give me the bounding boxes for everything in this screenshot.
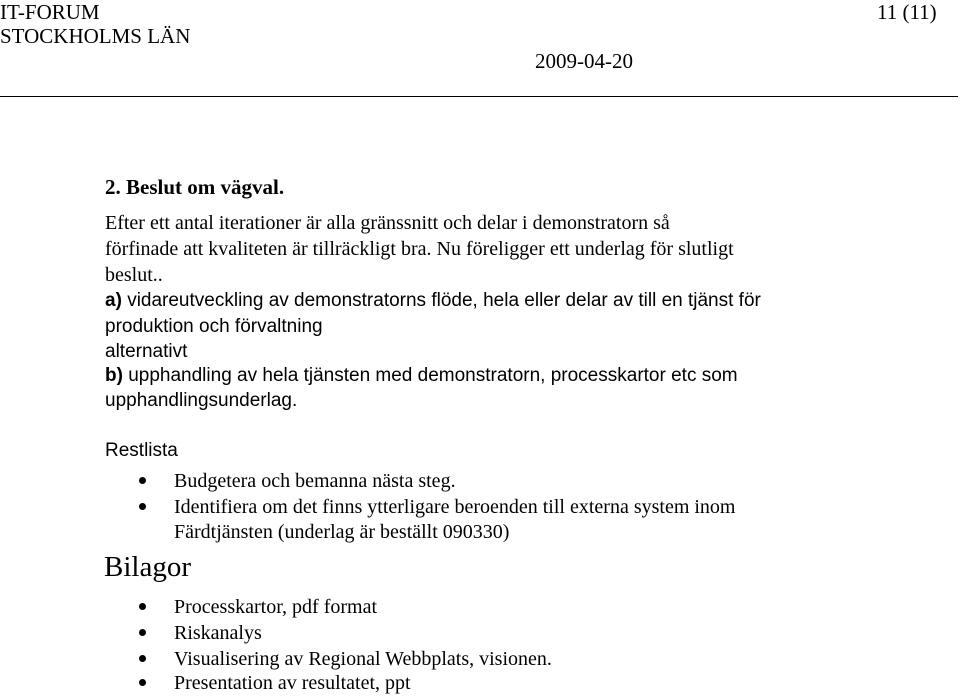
option-b-label: b): [105, 365, 123, 386]
org-name-line2: STOCKHOLMS LÄN: [0, 24, 191, 48]
option-a-label: a): [105, 290, 122, 311]
alternative-text: alternativt: [105, 341, 188, 362]
intro-line: Efter ett antal iterationer är alla gränssnitt och delar i demonstratorn så: [105, 212, 670, 234]
option-a-text: vidareutveckling av demonstratorns flöde, hela eller delar av till en tjänst för: [127, 290, 761, 311]
bullet-icon: [139, 655, 146, 662]
restlista-item-continued: Färdtjänsten (underlag är beställt 090330): [174, 521, 510, 543]
bilagor-item: Presentation av resultatet, ppt: [174, 672, 411, 694]
option-a-line: produktion och förvaltning: [105, 316, 323, 337]
document-date: 2009-04-20: [535, 49, 633, 73]
intro-line: förfinade att kvaliteten är tillräckligt bra. Nu föreligger ett underlag för slutligt: [105, 238, 734, 260]
header-divider: [0, 96, 958, 97]
option-b-line: upphandlingsunderlag.: [105, 390, 298, 411]
restlista-heading: Restlista: [105, 440, 178, 461]
option-b-text: upphandling av hela tjänsten med demonstratorn, processkartor etc som: [128, 365, 738, 386]
bullet-icon: [139, 679, 146, 686]
option-a-line: [105, 288, 761, 314]
bilagor-heading: Bilagor: [104, 551, 191, 583]
bilagor-item: Processkartor, pdf format: [174, 596, 378, 618]
bullet-icon: [139, 477, 146, 484]
restlista-item: Identifiera om det finns ytterligare beroenden till externa system inom: [174, 496, 736, 518]
section-heading: 2. Beslut om vägval.: [105, 175, 285, 199]
org-name-line1: IT-FORUM: [0, 0, 100, 24]
bullet-icon: [139, 629, 146, 636]
bilagor-item: Visualisering av Regional Webbplats, visionen.: [174, 648, 552, 670]
bilagor-item: Riskanalys: [174, 622, 262, 644]
bullet-icon: [139, 603, 146, 610]
intro-line: beslut..: [105, 264, 163, 286]
restlista-item: Budgetera och bemanna nästa steg.: [174, 470, 456, 492]
option-b-line: [105, 363, 738, 389]
bullet-icon: [139, 503, 146, 510]
page-number: 11 (11): [877, 0, 937, 24]
